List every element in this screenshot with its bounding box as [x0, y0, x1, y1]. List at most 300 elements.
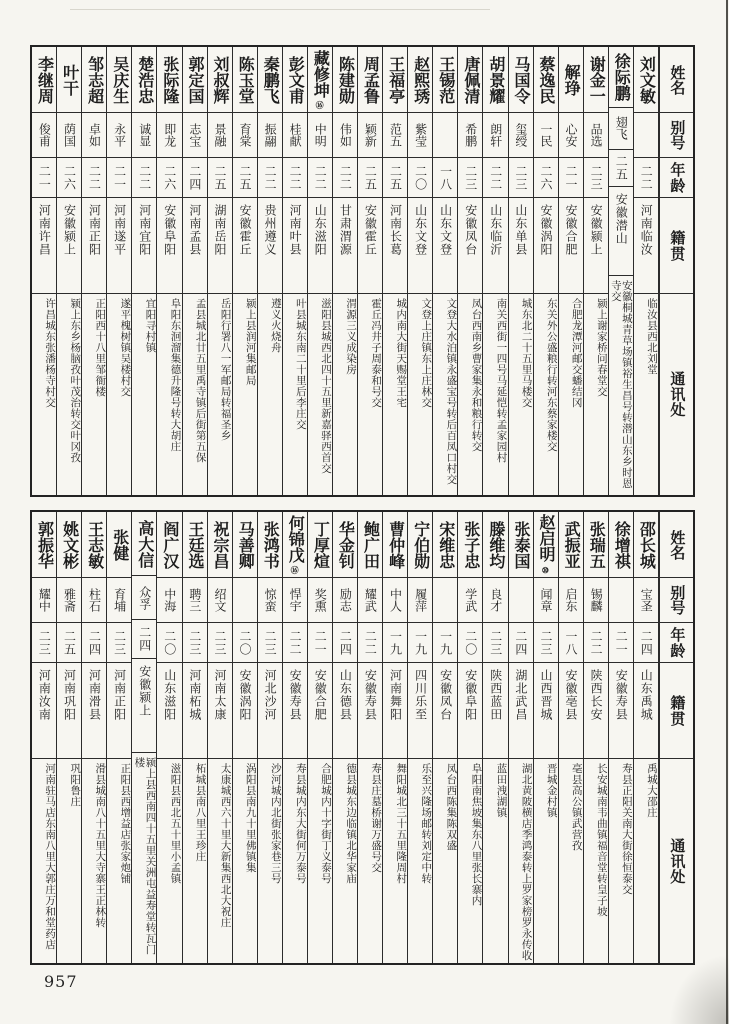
- entry-origin: [584, 198, 608, 294]
- entry-address: [483, 759, 507, 963]
- entry-origin: [283, 663, 307, 759]
- entry-name-text: 吴庆生: [110, 55, 130, 104]
- entry-name: [183, 47, 207, 113]
- entry-alias-text: 育棠: [238, 123, 253, 147]
- entry-origin: [609, 663, 633, 759]
- entry-address-text: 德县城东边临镇北华家庙: [345, 763, 358, 884]
- entry-age-text: 二〇: [413, 164, 428, 191]
- directory-entry-column: [457, 512, 482, 963]
- entry-name: [157, 47, 181, 113]
- entry-origin: [358, 663, 382, 759]
- entry-name: [458, 512, 482, 578]
- entry-origin: [132, 659, 156, 753]
- entry-alias-text: 雅斋: [62, 588, 77, 612]
- entry-alias: [258, 578, 282, 623]
- directory-entry-column: [558, 47, 583, 495]
- entry-age: [383, 623, 407, 663]
- entry-age: [82, 623, 106, 663]
- directory-entry-column: [382, 512, 407, 963]
- entry-address: [534, 759, 558, 963]
- directory-entry-column: [156, 512, 181, 963]
- entry-alias: [258, 113, 282, 158]
- entry-address: [483, 294, 507, 495]
- entry-alias-text: 耀中: [37, 588, 52, 612]
- entry-age-text: 二四: [187, 164, 202, 191]
- entry-age-text: 二六: [162, 164, 177, 191]
- entry-alias: [183, 578, 207, 623]
- entry-origin-text: 安徽霍丘: [238, 204, 253, 256]
- entry-age-text: 二二: [488, 164, 503, 191]
- entry-alias: [433, 578, 457, 623]
- entry-age: [458, 158, 482, 198]
- entry-origin: [132, 198, 156, 294]
- entry-note-mark: ⑯: [315, 101, 326, 110]
- entry-name: [584, 47, 608, 113]
- directory-entry-column: [257, 47, 282, 495]
- entry-origin: [559, 198, 583, 294]
- entry-age-text: 二一: [313, 629, 328, 656]
- entry-address-text: 遂平槐树镇吴楼村交: [119, 298, 132, 397]
- entry-origin: [183, 198, 207, 294]
- entry-name: [82, 47, 106, 113]
- header-age-label: [660, 623, 693, 663]
- entry-alias: [333, 578, 357, 623]
- entry-name: [383, 47, 407, 113]
- entry-alias: [308, 113, 332, 158]
- page-number: 957: [44, 972, 78, 991]
- header-column: [658, 512, 693, 963]
- entry-origin: [483, 198, 507, 294]
- entry-address: [383, 759, 407, 963]
- header-age-text: 年龄: [668, 626, 687, 659]
- entry-name-text: 丁厚煊: [311, 520, 331, 569]
- entry-age: [333, 623, 357, 663]
- entry-name: [82, 512, 106, 578]
- entry-age: [559, 158, 583, 198]
- entry-address-text: 蓝田洩湖镇: [495, 763, 508, 818]
- entry-age-text: 二〇: [162, 629, 177, 656]
- header-origin-label: [660, 198, 693, 294]
- entry-age: [509, 158, 533, 198]
- entry-address-text: 霍丘冯井子周泰和号交: [370, 298, 383, 408]
- entry-alias-text: 即龙: [162, 123, 177, 147]
- entry-origin: [333, 198, 357, 294]
- entry-origin-text: 河南叶县: [288, 204, 303, 256]
- entry-alias-text: 俊甫: [37, 123, 52, 147]
- entry-alias-text: 育埔: [112, 588, 127, 612]
- entry-age: [132, 620, 156, 659]
- entry-address: [107, 759, 131, 963]
- entry-address: [183, 759, 207, 963]
- entry-address-text: 太康城西六十里大新集西北大祝庄: [219, 763, 232, 928]
- entry-age: [208, 623, 232, 663]
- directory-entry-column: [56, 47, 81, 495]
- entry-address: [509, 294, 533, 495]
- entry-name: [358, 47, 382, 113]
- entry-origin: [534, 198, 558, 294]
- entry-age-text: 二二: [338, 164, 353, 191]
- entry-alias: [157, 578, 181, 623]
- entry-origin-text: 安徽颍上: [137, 665, 152, 718]
- directory-entry-column: [583, 47, 608, 495]
- entry-alias-text: 闻章: [538, 588, 553, 612]
- entry-address-text: 城东北二十五里马楼交: [520, 298, 533, 408]
- entry-address: [609, 276, 633, 495]
- directory-entry-column: [533, 47, 558, 495]
- entry-age: [308, 623, 332, 663]
- entry-origin-text: 山东单县: [513, 204, 528, 256]
- entry-name-text: 滕维均: [486, 520, 506, 569]
- entry-name: [333, 47, 357, 113]
- entry-alias: [82, 578, 106, 623]
- entry-alias-text: 中人: [388, 588, 403, 612]
- entry-origin: [408, 663, 432, 759]
- entry-address-text: 宜阳寻村镇: [144, 298, 157, 353]
- entry-address-text: 凤台西陈集陈双盛: [445, 763, 458, 851]
- entry-origin: [82, 663, 106, 759]
- entry-name: [483, 47, 507, 113]
- entry-address-text: 河南驻马店东南八里大郭庄万和堂药店: [44, 763, 57, 950]
- entry-note-mark: ⑯: [290, 566, 301, 575]
- entry-alias-text: 良才: [488, 588, 503, 612]
- entry-name-text: 彭文甫: [286, 55, 306, 104]
- entry-address: [408, 759, 432, 963]
- entry-name: [634, 47, 658, 113]
- entry-age: [584, 158, 608, 198]
- header-name-text: 姓名: [668, 529, 687, 560]
- entry-age: [32, 623, 56, 663]
- entry-alias-text: 学武: [463, 588, 478, 612]
- entry-alias: [509, 578, 533, 623]
- entry-name-text: 高大信: [135, 519, 155, 568]
- entry-address: [458, 294, 482, 495]
- entry-address-text: 正阳县西增益店张家炮铺: [119, 763, 132, 884]
- header-alias-text: 别号: [668, 120, 687, 150]
- entry-name-text: 藏修坤: [311, 49, 331, 98]
- entry-age-text: 二四: [87, 629, 102, 656]
- entry-alias-text: 紫莹: [413, 123, 428, 147]
- entry-address: [383, 294, 407, 495]
- entry-origin: [509, 198, 533, 294]
- entry-alias-text: 柱石: [87, 588, 102, 612]
- directory-entry-column: [633, 47, 658, 495]
- entry-alias-text: 履萍: [413, 588, 428, 612]
- entry-address-text: 晋城金村镇: [545, 763, 558, 818]
- entry-name-text: 徐增祺: [612, 520, 632, 569]
- entry-address-text: 滑县城南八十五里大寺寨王正林转: [94, 763, 107, 928]
- entry-origin-text: 山西晋城: [538, 669, 553, 721]
- entry-age-text: 二二: [589, 629, 604, 656]
- entry-name: [208, 47, 232, 113]
- entry-alias-text: 翅飞: [614, 116, 629, 141]
- entry-name-text: 马善卿: [236, 520, 256, 569]
- entry-name-text: 王廷选: [185, 520, 205, 569]
- entry-origin: [32, 663, 56, 759]
- entry-alias: [383, 578, 407, 623]
- entry-age-text: 二六: [62, 164, 77, 191]
- entry-age: [333, 158, 357, 198]
- entry-address-text: 渭源三义成染房: [345, 298, 358, 375]
- directory-entry-column: [106, 47, 131, 495]
- entry-name-text: 胡景耀: [486, 55, 506, 104]
- directory-entry-column: [583, 512, 608, 963]
- entry-alias: [57, 113, 81, 158]
- entry-alias: [283, 578, 307, 623]
- entry-address-text: 许昌城东张潘杨寺村交: [44, 298, 57, 408]
- entry-name: [308, 47, 332, 113]
- entry-address-text: 颍上县西南四十五里关洲屯益寿堂转瓦门楼: [133, 757, 157, 956]
- entry-name: [258, 512, 282, 578]
- entry-alias-text: 品选: [589, 123, 604, 147]
- entry-name: [534, 512, 558, 578]
- entry-origin-text: 河南许昌: [37, 204, 52, 256]
- entry-name-text: 武振亚: [562, 520, 582, 569]
- entry-age: [283, 623, 307, 663]
- entry-address: [433, 294, 457, 495]
- header-alias-label: [660, 578, 693, 623]
- directory-entry-column: [332, 512, 357, 963]
- entry-alias-text: 一民: [538, 123, 553, 147]
- directory-entry-column: [432, 512, 457, 963]
- entry-age: [57, 623, 81, 663]
- entry-age: [634, 623, 658, 663]
- entry-name-text: 郭定国: [185, 55, 205, 104]
- entry-origin: [433, 663, 457, 759]
- entry-alias-text: 聘三: [187, 588, 202, 612]
- entry-origin-text: 湖北武昌: [513, 669, 528, 721]
- entry-origin-text: 河南遂平: [112, 204, 127, 256]
- entry-address-text: 滋阳县西北五十里小孟镇: [169, 763, 182, 884]
- entry-origin-text: 山东德县: [338, 669, 353, 721]
- entry-age: [458, 623, 482, 663]
- header-alias-text: 别号: [668, 585, 687, 615]
- entry-origin: [358, 198, 382, 294]
- directory-entry-column: [182, 512, 207, 963]
- entry-name-text: 宋维忠: [436, 520, 456, 569]
- entry-name-text: 徐际鹏: [612, 53, 632, 101]
- entry-age-text: 一八: [564, 629, 579, 656]
- entry-address-text: 文登上庄镇东上庄林交: [420, 298, 433, 408]
- entry-address: [57, 294, 81, 495]
- entry-age: [308, 158, 332, 198]
- entry-name-text: 叶干: [60, 63, 80, 96]
- entry-alias-text: 中海: [162, 588, 177, 612]
- entry-age: [534, 623, 558, 663]
- entry-name-text: 姚文彬: [60, 520, 80, 569]
- entry-name-text: 张瑞五: [587, 520, 607, 569]
- entry-origin-text: 安徽合肥: [313, 669, 328, 721]
- directory-entry-column: [282, 47, 307, 495]
- header-address-text: 通讯处: [668, 371, 687, 418]
- entry-origin: [107, 663, 131, 759]
- entry-name-text: 秦鹏飞: [261, 55, 281, 104]
- entry-address: [283, 294, 307, 495]
- entry-address: [208, 294, 232, 495]
- entry-origin-text: 山东滋阳: [313, 204, 328, 256]
- entry-origin-text: 山东禹城: [639, 669, 654, 721]
- entry-address: [132, 294, 156, 495]
- entry-age: [609, 150, 633, 187]
- entry-age-text: 二五: [388, 164, 403, 191]
- entry-age-text: 一九: [438, 629, 453, 656]
- entry-name: [183, 512, 207, 578]
- entry-age-text: 二三: [187, 629, 202, 656]
- header-origin-text: 籍贯: [668, 694, 687, 727]
- entry-age-text: 二一: [564, 164, 579, 191]
- header-address-label: [660, 759, 693, 963]
- entry-age-text: 二三: [463, 164, 478, 191]
- entry-name: [559, 512, 583, 578]
- directory-entry-column: [382, 47, 407, 495]
- entry-origin-text: 山东临沂: [488, 204, 503, 256]
- directory-entry-column: [332, 47, 357, 495]
- entry-alias: [433, 113, 457, 158]
- entry-age: [634, 158, 658, 198]
- entry-age: [107, 158, 131, 198]
- directory-entry-column: [131, 512, 156, 963]
- entry-alias-text: 玺绶: [513, 123, 528, 147]
- entry-alias-text: 桂献: [288, 123, 303, 147]
- entry-origin: [183, 663, 207, 759]
- entry-origin: [258, 198, 282, 294]
- entry-origin-text: 安徽寿县: [614, 669, 629, 721]
- entry-address-text: 合肥城内十字街丁义泰号: [319, 763, 332, 884]
- entry-address-text: 寿县城内东大街何万泰号: [294, 763, 307, 884]
- entry-alias: [183, 113, 207, 158]
- entry-name: [433, 512, 457, 578]
- directory-entry-column: [357, 47, 382, 495]
- entry-name-text: 谢金一: [587, 55, 607, 104]
- entry-age-text: 二四: [639, 629, 654, 656]
- entry-name: [333, 512, 357, 578]
- entry-name: [283, 47, 307, 113]
- entry-age: [559, 623, 583, 663]
- entry-age-text: 二五: [614, 154, 629, 181]
- entry-origin-text: 安徽涡阳: [538, 204, 553, 256]
- entry-name: [534, 47, 558, 113]
- entry-alias: [559, 113, 583, 158]
- entry-age: [183, 158, 207, 198]
- entry-age-text: 二三: [37, 629, 52, 656]
- entry-name-text: 周孟鲁: [361, 55, 381, 104]
- entry-origin-text: 山东文登: [413, 204, 428, 256]
- entry-address: [559, 294, 583, 495]
- entry-name: [233, 47, 257, 113]
- entry-name-text: 楚浩忠: [135, 55, 155, 104]
- entry-address: [333, 759, 357, 963]
- entry-name: [32, 512, 56, 578]
- entry-address: [308, 294, 332, 495]
- entry-alias: [132, 113, 156, 158]
- entry-origin: [157, 663, 181, 759]
- directory-entry-column: [508, 512, 533, 963]
- entry-name: [509, 512, 533, 578]
- entry-age: [258, 623, 282, 663]
- entry-alias-text: 启东: [564, 588, 579, 612]
- entry-age-text: 二二: [137, 164, 152, 191]
- entry-origin: [433, 198, 457, 294]
- entry-address-text: 湖北黄陂横店季鸿泰转上罗家榜罗永传收: [520, 763, 533, 961]
- entry-address: [634, 294, 658, 495]
- entry-origin-text: 安徽霍丘: [363, 204, 378, 256]
- directory-table-bottom: [30, 510, 695, 965]
- entry-address-text: 孟县城北廿五里禹寺镇后街第五保: [194, 298, 207, 463]
- header-age-text: 年龄: [668, 161, 687, 194]
- entry-age-text: 二五: [62, 629, 77, 656]
- entry-name: [157, 512, 181, 578]
- header-name-label: [660, 47, 693, 113]
- entry-origin-text: 安徽寿县: [288, 669, 303, 721]
- entry-origin: [32, 198, 56, 294]
- entry-name: [57, 512, 81, 578]
- entry-name: [233, 512, 257, 578]
- entry-name: [408, 47, 432, 113]
- entry-name-text: 李继周: [35, 55, 55, 104]
- entry-address: [333, 294, 357, 495]
- entry-alias: [308, 578, 332, 623]
- directory-entry-column: [457, 47, 482, 495]
- entry-age-text: 二二: [639, 164, 654, 191]
- header-alias-label: [660, 113, 693, 158]
- entry-name: [308, 512, 332, 578]
- entry-alias: [534, 578, 558, 623]
- entry-origin-text: 河南临汝: [639, 204, 654, 256]
- directory-entry-column: [81, 47, 106, 495]
- entry-alias: [534, 113, 558, 158]
- entry-name-text: 王志敏: [85, 520, 105, 569]
- entry-alias: [208, 113, 232, 158]
- entry-age-text: 二三: [589, 164, 604, 191]
- entry-origin-text: 河南汝南: [37, 669, 52, 721]
- entry-name-text: 赵熙琇: [411, 55, 431, 104]
- entry-alias-text: 振翮: [263, 123, 278, 147]
- entry-alias: [233, 578, 257, 623]
- header-address-label: [660, 294, 693, 495]
- entry-address: [233, 294, 257, 495]
- entry-address-text: 阜阳南焦坡集东八里张长寨内: [470, 763, 483, 906]
- entry-origin-text: 安徽颍上: [589, 204, 604, 256]
- entry-alias: [107, 113, 131, 158]
- directory-entry-column: [207, 47, 232, 495]
- entry-name-text: 马国令: [511, 55, 531, 104]
- entry-alias: [634, 578, 658, 623]
- entry-alias: [634, 113, 658, 158]
- entry-address-text: 禹城大邵庄: [646, 763, 658, 818]
- entry-origin: [634, 198, 658, 294]
- directory-entry-column: [608, 47, 633, 495]
- entry-age-text: 二〇: [463, 629, 478, 656]
- entry-origin-text: 河南舞阳: [388, 669, 403, 721]
- header-name-text: 姓名: [668, 64, 687, 95]
- entry-address: [283, 759, 307, 963]
- entry-name: [509, 47, 533, 113]
- entry-alias-text: 众孚: [137, 585, 152, 610]
- directory-entry-column: [232, 47, 257, 495]
- entry-age: [132, 158, 156, 198]
- entry-age: [584, 623, 608, 663]
- entry-alias-text: 永平: [112, 123, 127, 147]
- entry-age: [107, 623, 131, 663]
- entry-age: [32, 158, 56, 198]
- entry-origin: [233, 663, 257, 759]
- entry-alias: [458, 113, 482, 158]
- entry-address-text: 柘城县南八里王珍庄: [194, 763, 207, 862]
- entry-origin-text: 河南长葛: [388, 204, 403, 256]
- entry-age: [383, 158, 407, 198]
- entry-alias: [333, 113, 357, 158]
- directory-entry-column: [482, 512, 507, 963]
- entry-age-text: 二五: [212, 164, 227, 191]
